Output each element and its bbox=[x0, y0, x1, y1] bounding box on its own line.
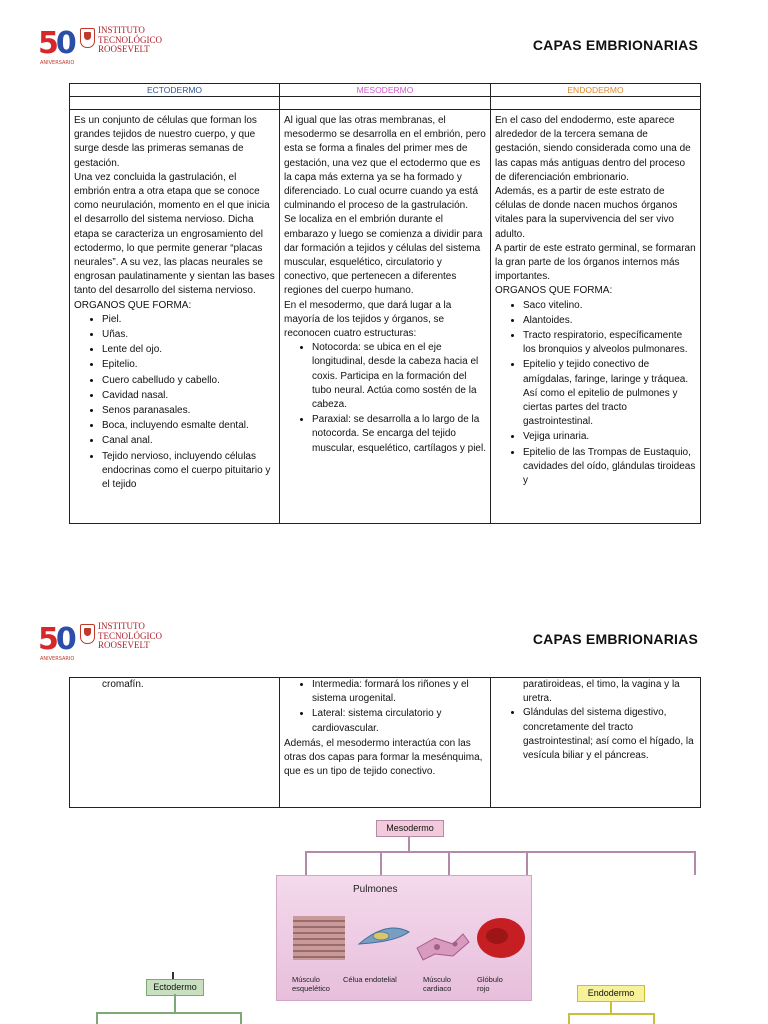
caption-globulo-rojo: Glóbulo rojo bbox=[477, 975, 503, 993]
list-item: • Paraxial: se desarrolla a lo largo de la notocorda. Se encarga del tejido muscular, esquelético, cartílagos y piel. bbox=[312, 413, 486, 456]
paragraph: Además, es a partir de este estrato de células de donde nacen muchos órganos vitales para la supervivencia del ser vivo adulto. bbox=[495, 186, 678, 240]
organ-list bbox=[74, 313, 275, 492]
layers-table bbox=[69, 83, 701, 524]
organ-list bbox=[495, 299, 696, 489]
table-row bbox=[70, 110, 701, 524]
list-item: • Canal anal. bbox=[102, 434, 275, 448]
cardiac-muscle-icon bbox=[417, 934, 469, 960]
panel-label: Pulmones bbox=[353, 884, 398, 895]
endodermo-cell bbox=[491, 110, 701, 524]
list-item: • Notocorda: se ubica en el eje longitudinal, desde la cabeza hacia el coxis. Participa en la formación del tubo neural. Actúa como sostén de la cabeza. bbox=[312, 341, 486, 412]
caption-celula-endotelial: Célua endotelial bbox=[343, 975, 397, 984]
list-item: • Lente del ojo. bbox=[102, 343, 275, 357]
caption-musculo-esqueletico: Músculo esquelético bbox=[292, 975, 330, 993]
paragraph: En el mesodermo, que dará lugar a la mayoría de los tejidos y órganos, se reconocen cuatro estructuras: bbox=[284, 299, 452, 340]
list-item: • Epitelio de las Trompas de Eustaquio, cavidades del oído, glándulas tiroideas y bbox=[523, 446, 696, 489]
list-item: • Alantoides. bbox=[523, 314, 696, 328]
paragraph: Una vez concluida la gastrulación, el embrión entra a otra etapa que se conoce como neurulación, momento en el que inicia el desarrollo del sistema nervioso. Dicha etapa se caracteriza un engrosamiento del ectodermo, lo que permite generar “placas neurales”. A su vez, las placas neurales se engrosan paulatinamente y sientan las bases tanto del desarrollo del sistema nervioso. bbox=[74, 171, 275, 297]
table-row bbox=[70, 678, 701, 808]
table-header-row bbox=[70, 84, 701, 97]
list-item: • Vejiga urinaria. bbox=[523, 430, 696, 444]
paragraph: Se localiza en el embrión durante el embarazo y luego se comienza a dividir para dar formación a tejidos y células del sistema muscular, esquelético, circulatorio y conectivo, que pertenecen a diferentes regiones del cuerpo humano. bbox=[284, 214, 483, 297]
list-continuation: paratiroideas, el timo, la vagina y la uretra. bbox=[523, 679, 680, 705]
crest-icon bbox=[80, 28, 95, 48]
list-continuation: cromafín. bbox=[102, 679, 144, 690]
column-header-endodermo: ENDODERMO bbox=[491, 84, 701, 97]
page-title: CAPAS EMBRIONARIAS bbox=[532, 37, 698, 53]
anniversary-logo: 50 bbox=[38, 622, 74, 657]
paragraph: Al igual que las otras membranas, el mesodermo se desarrolla en el embrión, pero esta se forma a finales del primer mes de gestación, una vez que el ectodermo que es la capa más externa ya se ha formado y diferenciado. Lo cual ocurre cuando ya está culminando el proceso de la gastrulación. bbox=[284, 115, 486, 212]
mesodermo-cell bbox=[280, 678, 491, 808]
endodermo-cell bbox=[491, 678, 701, 808]
paragraph: Además, el mesodermo interactúa con las otras dos capas para formar la mesénquima, que es un tipo de tejido conectivo. bbox=[284, 737, 483, 778]
list-item: • Epitelio y tejido conectivo de amígdalas, faringe, laringe y tráquea. Así como el epitelio de pulmones y ciertas partes del tracto gastrointestinal. bbox=[523, 358, 696, 429]
list-item: • Piel. bbox=[102, 313, 275, 327]
list-item: • Intermedia: formará los riñones y el sistema urogenital. bbox=[312, 678, 486, 706]
paragraph: A partir de este estrato germinal, se formaran la gran parte de los órganos internos más importantes. bbox=[495, 242, 696, 283]
crest-icon bbox=[80, 624, 95, 644]
list-item: • Boca, incluyendo esmalte dental. bbox=[102, 419, 275, 433]
anniversary-logo: 50 bbox=[38, 26, 74, 61]
document-page-2 bbox=[0, 600, 768, 1024]
institute-name: INSTITUTO TECNOLÓGICO ROOSEVELT bbox=[98, 25, 162, 54]
mesodermo-box: Mesodermo bbox=[376, 820, 444, 837]
list-item: • Cavidad nasal. bbox=[102, 389, 275, 403]
list-item: • Uñas. bbox=[102, 328, 275, 342]
paragraph: ORGANOS QUE FORMA: bbox=[495, 285, 613, 297]
mesodermo-cell bbox=[280, 110, 491, 524]
caption-musculo-cardiaco: Músculo cardiaco bbox=[423, 975, 452, 993]
institute-logo: 50 ANIVERSARIO INSTITUTO TECNOLÓGICO ROOSEVELT bbox=[38, 621, 162, 662]
list-item: • Tracto respiratorio, específicamente los bronquios y alveolos pulmonares. bbox=[523, 329, 696, 357]
list-item: • Glándulas del sistema digestivo, concretamente del tracto gastrointestinal; así como el hígado, la vesícula biliar y el páncreas. bbox=[523, 706, 696, 763]
column-header-ectodermo: ECTODERMO bbox=[70, 84, 280, 97]
page-title: CAPAS EMBRIONARIAS bbox=[532, 631, 698, 647]
ectodermo-cell bbox=[70, 678, 280, 808]
ectodermo-cell bbox=[70, 110, 280, 524]
germ-layer-diagram bbox=[0, 810, 768, 1024]
paragraph: Es un conjunto de células que forman los grandes tejidos de nuestro cuerpo, y que surge desde las primeras semanas de gestación. bbox=[74, 115, 257, 169]
list-item: • Saco vitelino. bbox=[523, 299, 696, 313]
ectodermo-box: Ectodermo bbox=[146, 979, 204, 996]
list-item: • Lateral: sistema circulatorio y cardiovascular. bbox=[312, 707, 486, 735]
list-item: • Epitelio. bbox=[102, 358, 275, 372]
institute-name: INSTITUTO TECNOLÓGICO ROOSEVELT bbox=[98, 621, 162, 650]
red-blood-cell-icon bbox=[477, 918, 525, 958]
paragraph: ORGANOS QUE FORMA: bbox=[74, 299, 192, 311]
structure-list bbox=[284, 678, 486, 736]
skeletal-muscle-icon bbox=[293, 916, 345, 960]
list-item: • Cuero cabelludo y cabello. bbox=[102, 374, 275, 388]
column-header-mesodermo: MESODERMO bbox=[280, 84, 491, 97]
institute-logo: 50 ANIVERSARIO INSTITUTO TECNOLÓGICO ROOSEVELT bbox=[38, 25, 162, 66]
organ-list bbox=[495, 706, 696, 763]
endothelial-cell-icon bbox=[359, 928, 409, 944]
paragraph: En el caso del endodermo, este aparece alrededor de la tercera semana de gestación, siendo considerada como una de las capas más antiguas dentro del proceso de diferenciación embrionario. bbox=[495, 115, 691, 183]
list-item: • Tejido nervioso, incluyendo células endocrinas como el cuerpo pituitario y el tejido bbox=[102, 450, 275, 493]
structure-list bbox=[284, 341, 486, 456]
list-item: • Senos paranasales. bbox=[102, 404, 275, 418]
layers-table-continued bbox=[69, 677, 701, 808]
endodermo-box: Endodermo bbox=[577, 985, 645, 1002]
